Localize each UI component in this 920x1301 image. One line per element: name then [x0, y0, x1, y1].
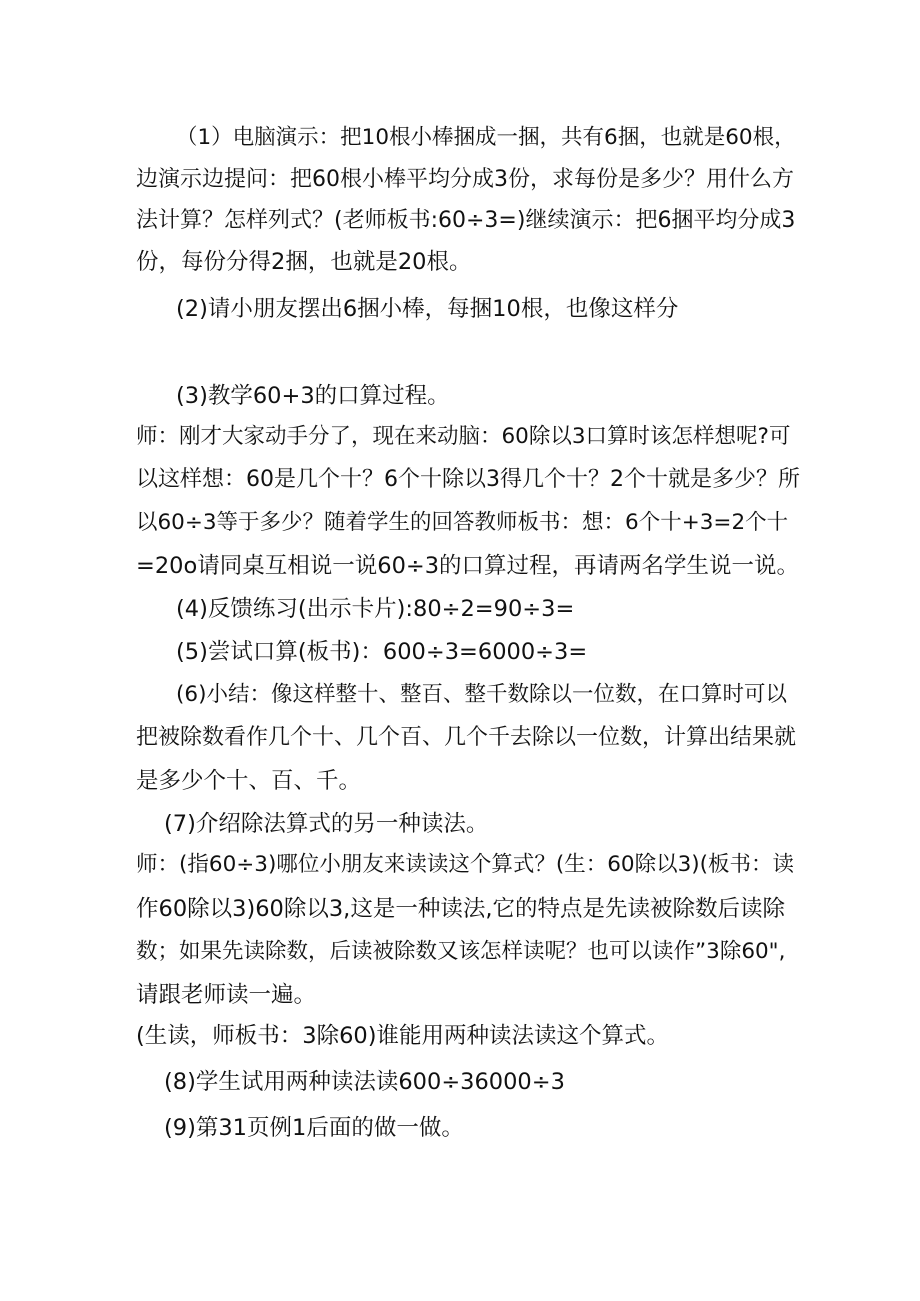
paragraph-line: (生读，师板书：3除60)谁能用两种读法读这个算式。 [136, 1023, 670, 1049]
paragraph-line: 边演示边提问：把60根小棒平均分成3份，求每份是多少？用什么方 [136, 167, 794, 192]
paragraph-line: (5)尝试口算(板书)：600÷3=6000÷3= [176, 639, 588, 665]
paragraph-line: 请跟老师读一遍。 [136, 982, 317, 1008]
paragraph-line: 以60÷3等于多少？随着学生的回答教师板书：想：6个十+3=2个十 [136, 510, 789, 535]
paragraph-line: (2)请小朋友摆出6捆小棒，每捆10根，也像这样分 [176, 296, 679, 322]
paragraph-line: =20o请同桌互相说一说60÷3的口算过程，再请两名学生说一说。 [136, 553, 800, 579]
paragraph-line: (9)第31页例1后面的做一做。 [164, 1115, 464, 1141]
paragraph-line: (4)反馈练习(出示卡片):80÷2=90÷3= [176, 596, 575, 622]
paragraph-line: 师：刚才大家动手分了，现在来动脑：60除以3口算时该怎样想呢?可 [136, 424, 791, 449]
paragraph-line: 以这样想：60是几个十？6个十除以3得几个十？2个十就是多少？所 [136, 467, 800, 492]
paragraph-line: 师：(指60÷3)哪位小朋友来读读这个算式？(生：60除以3)(板书：读 [136, 852, 795, 877]
paragraph-line: 作60除以3)60除以3,这是一种读法,它的特点是先读被除数后读除 [136, 896, 785, 922]
paragraph-line: (3)教学60+3的口算过程。 [176, 383, 450, 409]
paragraph-line: 数；如果先读除数，后读被除数又该怎样读呢？也可以读作”3除60", [136, 939, 786, 964]
paragraph-line: 份，每份分得2捆，也就是20根。 [136, 249, 472, 275]
paragraph-line: (8)学生试用两种读法读600÷36000÷3 [164, 1069, 565, 1095]
paragraph-line: （1）电脑演示：把10根小棒捆成一捆，共有6捆，也就是60根， [176, 125, 796, 150]
paragraph-line: 把被除数看作几个十、几个百、几个千去除以一位数，计算出结果就 [136, 725, 797, 750]
paragraph-line: (7)介绍除法算式的另一种读法。 [164, 811, 489, 837]
paragraph-line: 是多少个十、百、千。 [136, 768, 362, 794]
paragraph-line: 法计算？怎样列式？(老师板书:60÷3=)继续演示：把6捆平均分成3 [136, 208, 796, 233]
paragraph-line: (6)小结：像这样整十、整百、整千数除以一位数，在口算时可以 [176, 682, 787, 707]
